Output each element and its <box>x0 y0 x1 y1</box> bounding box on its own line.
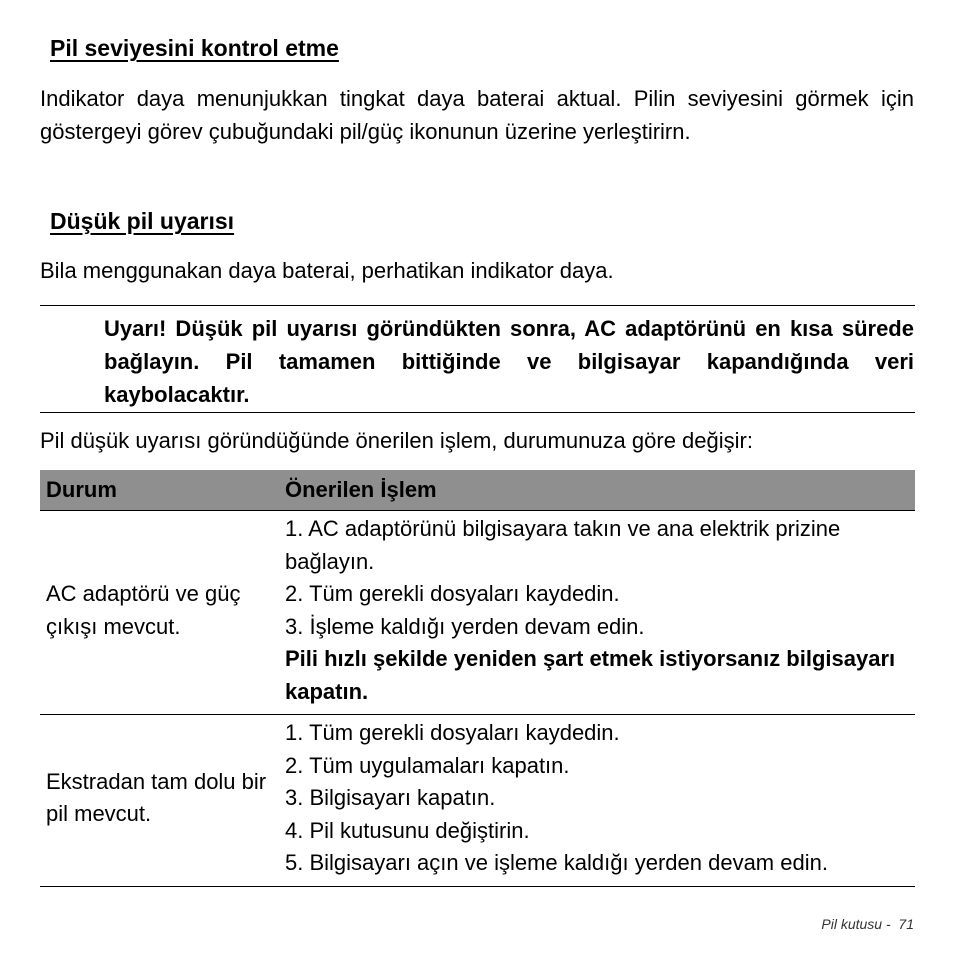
heading-check-battery-level: Pil seviyesini kontrol etme <box>50 35 339 61</box>
paragraph-low-battery: Bila menggunakan daya baterai, perhatikan indikator daya. <box>40 258 614 283</box>
action-steps <box>285 513 909 643</box>
table-row <box>40 715 915 887</box>
action-step: 3. Bilgisayarı kapatın. <box>285 785 496 810</box>
warning-top-rule <box>40 305 915 306</box>
action-step: 2. Tüm gerekli dosyaları kaydedin. <box>285 581 620 606</box>
action-step: 1. AC adaptörünü bilgisayara takın ve ana elektrik prizine bağlayın. <box>285 516 841 574</box>
recommended-actions-table <box>40 470 915 887</box>
action-step: 4. Pil kutusunu değiştirin. <box>285 817 530 843</box>
action-step: 2. Tüm uygulamaları kapatın. <box>285 752 570 778</box>
page-footer: Pil kutusu - 71 <box>821 916 914 932</box>
action-cell <box>279 715 915 887</box>
condition-cell: AC adaptörü ve güç çıkışı mevcut. <box>40 511 279 715</box>
paragraph-battery-level: Indikator daya menunjukkan tingkat daya baterai aktual. Pilin seviyesini görmek için göstergeyi görev çubuğundaki pil/güç ikonunun üzerine yerleştirirn. <box>40 86 914 144</box>
table-row <box>40 511 915 715</box>
header-condition: Durum <box>40 470 279 511</box>
paragraph-recommended-action: Pil düşük uyarısı göründüğünde önerilen işlem, durumunuza göre değişir: <box>40 428 753 453</box>
action-cell <box>279 511 915 715</box>
heading-low-battery-warning: Düşük pil uyarısı <box>50 208 235 234</box>
table-header-row <box>40 470 915 511</box>
warning-bottom-rule <box>40 412 915 413</box>
condition-cell: Ekstradan tam dolu bir pil mevcut. <box>40 715 279 887</box>
action-steps <box>285 717 909 880</box>
warning-box-text: Uyarı! Düşük pil uyarısı göründükten sonra, AC adaptörünü en kısa sürede bağlayın. Pil tamamen bittiğinde ve bilgisayar kapandığında veri kaybolacaktır. <box>104 316 914 407</box>
header-recommended-action: Önerilen İşlem <box>279 470 915 511</box>
action-note: Pili hızlı şekilde yeniden şart etmek istiyorsanız bilgisayarı kapatın. <box>285 646 896 704</box>
action-step: 1. Tüm gerekli dosyaları kaydedin. <box>285 720 620 745</box>
action-step: 3. İşleme kaldığı yerden devam edin. <box>285 613 645 639</box>
action-step: 5. Bilgisayarı açın ve işleme kaldığı yerden devam edin. <box>285 850 828 875</box>
